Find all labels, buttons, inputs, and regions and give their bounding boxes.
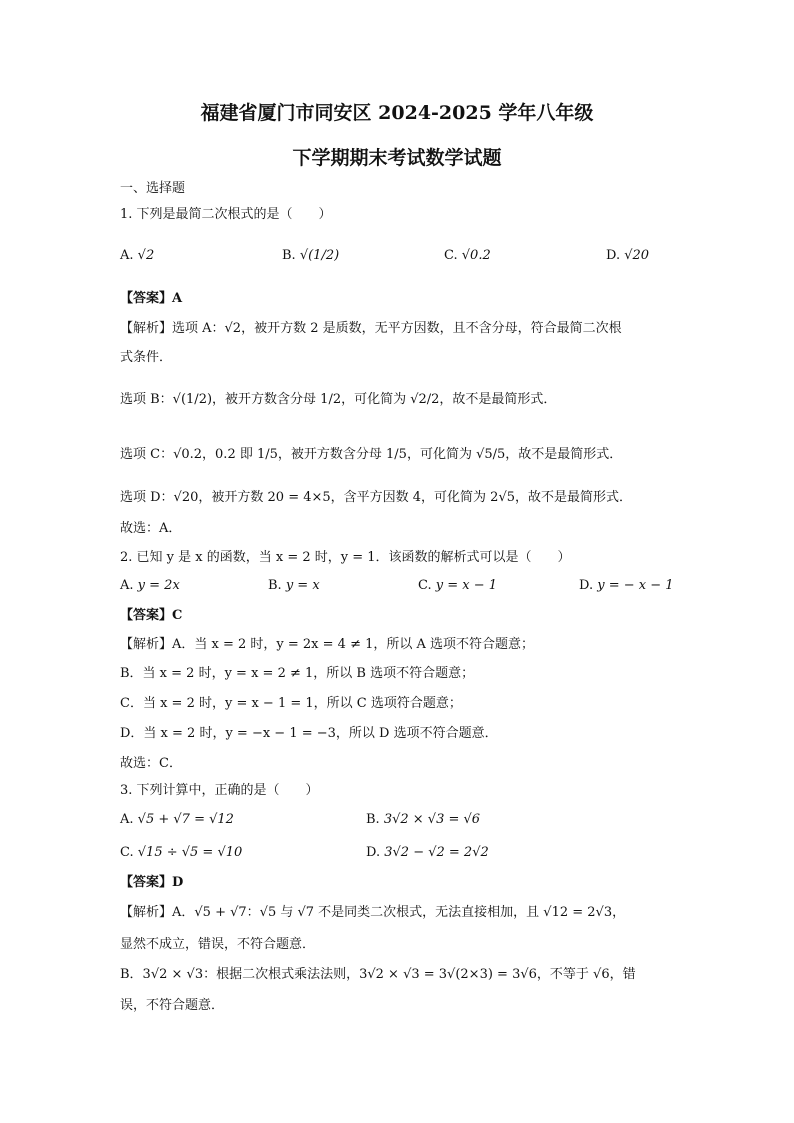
q1-option-c-math: √0.2 (461, 248, 491, 263)
q2-option-d-label: D. (579, 578, 594, 593)
q3-option-b-label: B. (366, 812, 380, 827)
q3-analysis-3: B．3√2 × √3：根据二次根式乘法法则，3√2 × √3 = 3√(2×3) = 3√6，不等于 √6，错 (120, 967, 636, 982)
q2-option-d (579, 578, 674, 593)
q3-option-a-label: A. (120, 812, 134, 827)
q3-answer: 【答案】D (120, 875, 184, 890)
q2-analysis-1: 【解析】A．当 x = 2 时，y = 2x = 4 ≠ 1，所以 A 选项不符合题意； (120, 637, 535, 652)
q1-analysis-5: 选项 D：√20，被开方数 20 = 4×5，含平方因数 4，可化简为 2√5，故不是最简形式． (120, 490, 633, 505)
q2-answer: 【答案】C (120, 608, 183, 623)
q2-analysis-5: 故选：C． (120, 756, 182, 771)
q3-option-a-math: √5 + √7 = √12 (137, 812, 234, 827)
q3-option-c-label: C. (120, 845, 134, 860)
q1-option-d (606, 248, 649, 263)
title-line-1: 福建省厦门市同安区 2024-2025 学年八年级 (200, 102, 594, 124)
q1-option-a-math: √2 (137, 248, 155, 263)
q3-analysis-2: 显然不成立，错误，不符合题意． (120, 937, 316, 952)
q2-analysis-4: D．当 x = 2 时，y = −x − 1 = −3，所以 D 选项不符合题意． (120, 726, 498, 741)
q2-option-a-label: A. (120, 578, 134, 593)
q1-option-c (444, 248, 491, 263)
q2-analysis-2: B．当 x = 2 时，y = x = 2 ≠ 1，所以 B 选项不符合题意； (120, 666, 475, 681)
q1-answer: 【答案】A (120, 291, 183, 306)
q1-analysis-3: 选项 B：√(1/2)，被开方数含分母 1/2，可化简为 √2/2，故不是最简形式． (120, 392, 557, 407)
q1-option-c-label: C. (444, 248, 458, 263)
q3-option-c-math: √15 ÷ √5 = √10 (137, 845, 243, 860)
title-line-2: 下学期期末考试数学试题 (292, 147, 502, 169)
q3-option-c (120, 845, 242, 860)
q3-option-d (366, 845, 489, 860)
q2-option-c (418, 578, 497, 593)
q1-stem: 1. 下列是最简二次根式的是（ ） (120, 207, 332, 222)
q3-option-d-label: D. (366, 845, 381, 860)
q1-analysis-6: 故选：A． (120, 521, 182, 536)
q1-analysis-1: 【解析】选项 A：√2，被开方数 2 是质数，无平方因数，且不含分母，符合最简二次根 (120, 321, 622, 336)
q1-option-b-math: √(1/2) (299, 248, 340, 263)
q1-analysis-2: 式条件． (120, 350, 173, 365)
q2-option-a-math: y = 2x (137, 578, 180, 593)
q2-option-b-math: y = x (285, 578, 320, 593)
section-heading: 一、选择题 (120, 181, 186, 196)
q1-option-b-label: B. (282, 248, 296, 263)
q3-analysis-1: 【解析】A．√5 + √7：√5 与 √7 不是同类二次根式，无法直接相加，且 √12 = 2√3， (120, 905, 626, 920)
q3-option-a (120, 812, 234, 827)
q2-option-b (268, 578, 320, 593)
q2-stem: 2. 已知 y 是 x 的函数，当 x = 2 时，y = 1．该函数的解析式可以是（ ） (120, 550, 571, 565)
q1-option-d-label: D. (606, 248, 621, 263)
q3-stem: 3. 下列计算中，正确的是（ ） (120, 783, 319, 798)
q2-analysis-3: C．当 x = 2 时，y = x − 1 = 1，所以 C 选项符合题意； (120, 696, 462, 711)
q3-option-b (366, 812, 480, 827)
q1-option-a (120, 248, 154, 263)
q3-option-d-math: 3√2 − √2 = 2√2 (384, 845, 489, 860)
q1-option-d-math: √20 (624, 248, 650, 263)
q2-option-a (120, 578, 180, 593)
q2-option-d-math: y = − x − 1 (597, 578, 674, 593)
q2-option-c-label: C. (418, 578, 432, 593)
q2-option-c-math: y = x − 1 (435, 578, 498, 593)
q1-option-b (282, 248, 339, 263)
q3-analysis-4: 误，不符合题意． (120, 998, 225, 1013)
q1-option-a-label: A. (120, 248, 134, 263)
q1-analysis-4: 选项 C：√0.2，0.2 即 1/5，被开方数含分母 1/5，可化简为 √5/5，故不是最简形式． (120, 447, 623, 462)
q3-option-b-math: 3√2 × √3 = √6 (383, 812, 481, 827)
q2-option-b-label: B. (268, 578, 282, 593)
